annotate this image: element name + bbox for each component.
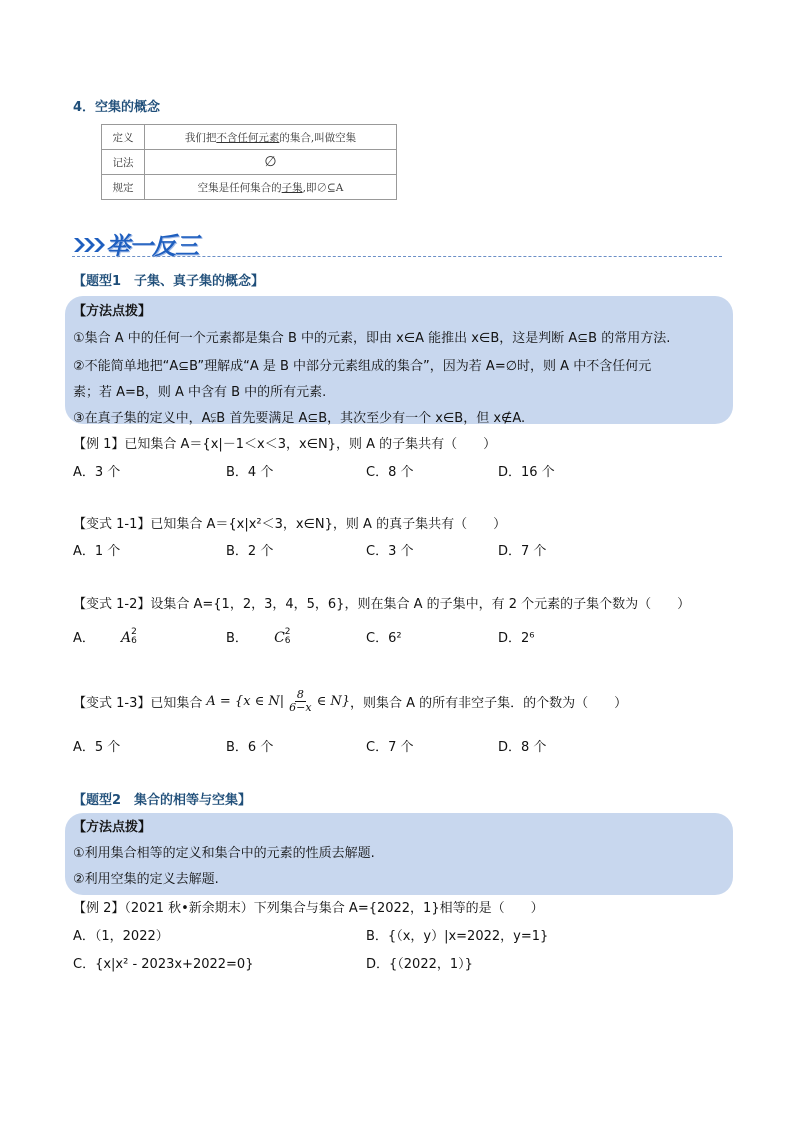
subscript: 6 (131, 635, 137, 646)
text: ,即∅⊆A (302, 181, 344, 194)
underlined-text: 子集 (281, 181, 303, 194)
fraction (287, 689, 313, 714)
option-b: B．2 个 (226, 544, 274, 559)
type2-title: 【题型2 集合的相等与空集】 (73, 793, 252, 808)
option-label: A． (73, 631, 95, 646)
banner (72, 228, 202, 258)
option-a (73, 627, 137, 648)
math-symbol: C (274, 630, 285, 646)
text: ，则集合 A 的所有非空子集．的个数为（ ） (350, 696, 628, 711)
banner-title: 举一反三 (106, 232, 198, 260)
row-label: 定义 (102, 125, 145, 150)
option-a: A．5 个 (73, 740, 121, 755)
section-title: 4．空集的概念 (73, 100, 161, 115)
empty-set-table (101, 124, 397, 200)
table-row (102, 150, 397, 175)
question: 【例 1】已知集合 A＝{x|－1＜x＜3，x∈N}，则 A 的子集共有（ ） (73, 437, 497, 452)
divider (72, 256, 722, 257)
method-title: 【方法点拨】 (73, 304, 152, 319)
denominator: 6−x (289, 701, 312, 714)
question: 【变式 1-2】设集合 A={1，2，3，4，5，6}，则在集合 A 的子集中，有 2 个元素的子集个数为（ ） (73, 597, 691, 612)
option-d: D．16 个 (498, 465, 555, 480)
superscript: 2 (131, 626, 137, 637)
option-c: C．3 个 (366, 544, 414, 559)
option-a: A．3 个 (73, 465, 121, 480)
type1-title: 【题型1 子集、真子集的概念】 (73, 274, 265, 289)
question (73, 689, 627, 714)
option-d: D．2⁶ (498, 631, 535, 646)
row-value (145, 175, 397, 200)
row-label: 记法 (102, 150, 145, 175)
option-a: A．1 个 (73, 544, 121, 559)
text: 空集是任何集合的 (197, 181, 282, 194)
superscript: 2 (284, 626, 291, 637)
option-label: B． (226, 631, 248, 646)
text: 的集合,叫做空集 (279, 131, 357, 144)
method-line: 素；若 A=B，则 A 中含有 B 中的所有元素. (73, 385, 327, 400)
question: 【变式 1-1】已知集合 A＝{x|x²＜3，x∈N}，则 A 的真子集共有（ ） (73, 517, 507, 532)
option-b: B．4 个 (226, 465, 274, 480)
method-line: ③在真子集的定义中，A⫋B 首先要满足 A⊆B，其次至少有一个 x∈B，但 x∉A. (73, 411, 526, 426)
option-b (226, 627, 291, 648)
option-c: C．8 个 (366, 465, 414, 480)
text: 我们把 (184, 131, 217, 144)
option-c: C．7 个 (366, 740, 414, 755)
option-b: B．{（x，y）|x=2022，y=1} (366, 929, 549, 944)
row-value: ∅ (145, 150, 397, 175)
method-line: ②利用空集的定义去解题. (73, 872, 219, 887)
math-text: ∈ N} (316, 694, 350, 709)
option-c: C．6² (366, 631, 402, 646)
method-title: 【方法点拨】 (73, 820, 152, 835)
subscript: 6 (284, 635, 291, 646)
method-line: ②不能简单地把“A⊆B”理解成“A 是 B 中部分元素组成的集合”，因为若 A=∅时，则 A 中不含任何元 (73, 359, 652, 374)
text: 【变式 1-3】已知集合 (73, 696, 203, 711)
method-line: ①利用集合相等的定义和集合中的元素的性质去解题. (73, 846, 375, 861)
option-d: D．{（2022，1）} (366, 957, 473, 972)
option-d: D．8 个 (498, 740, 547, 755)
option-b: B．6 个 (226, 740, 274, 755)
question: 【例 2】（2021 秋•新余期末）下列集合与集合 A={2022，1}相等的是（ ） (73, 901, 544, 916)
row-label: 规定 (102, 175, 145, 200)
numerator: 8 (296, 688, 304, 701)
method-line: ①集合 A 中的任何一个元素都是集合 B 中的元素，即由 x∈A 能推出 x∈B，这是判断 A⊆B 的常用方法. (73, 331, 671, 346)
table-row (102, 175, 397, 200)
option-c: C．{x|x² - 2023x+2022=0} (73, 957, 254, 972)
option-d: D．7 个 (498, 544, 547, 559)
table-row (102, 125, 397, 150)
option-a: A．（1，2022） (73, 929, 169, 944)
underlined-text: 不含任何元素 (216, 131, 280, 144)
row-value (145, 125, 397, 150)
math-symbol: A (121, 630, 132, 646)
math-text: A = {x ∈ N| (206, 694, 285, 709)
